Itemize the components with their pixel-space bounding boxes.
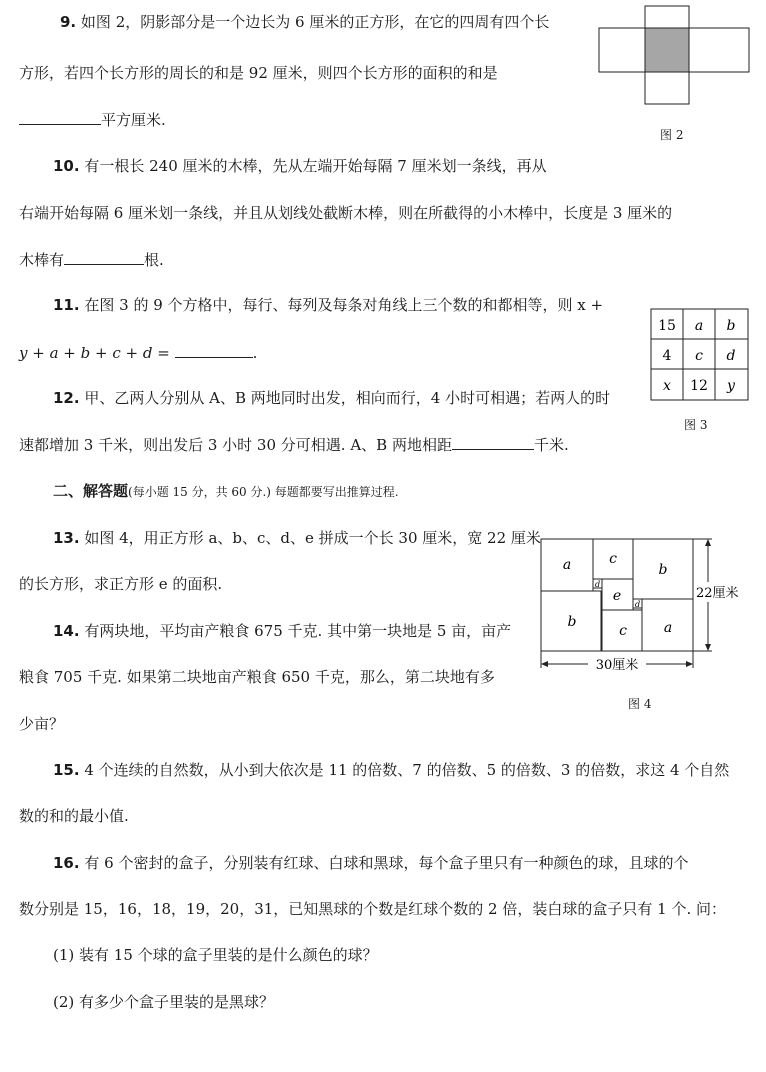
fig3-cell-r3c2: 12 (690, 378, 708, 394)
fig4-label-e: e (612, 588, 622, 604)
fig4-width-label: 30厘米 (595, 658, 639, 673)
fig3-cell-r2c3: d (726, 348, 736, 364)
q15-text-1: 4 个连续的自然数，从小到大依次是 11 的倍数、7 的倍数、5 的倍数、3 的倍数，求这 4 个自然 (84, 761, 730, 779)
q9-line1 (60, 13, 549, 31)
q9-answer-blank (19, 110, 101, 125)
figure-4 (540, 536, 756, 678)
q16-text-1: 有 6 个密封的盒子，分别装有红球、白球和黑球，每个盒子里只有一种颜色的球，且球的个 (84, 854, 689, 872)
q13-line2: 的长方形，求正方形 e 的面积. (19, 575, 223, 593)
section2-heading (53, 482, 399, 501)
fig4-label-a-top: a (562, 557, 572, 573)
q11-text-1: 在图 3 的 9 个方格中，每行、每列及每条对角线上三个数的和都相等，则 x + (84, 296, 604, 314)
q15-line1 (53, 761, 729, 779)
fig3-caption: 图 3 (684, 418, 708, 432)
q11-answer-blank (175, 343, 253, 358)
fig4-label-a-bottom: a (663, 620, 673, 636)
q9-number: 9. (60, 13, 77, 31)
fig4-label-c-bottom: c (619, 623, 627, 639)
section2-note: (每小题 15 分，共 60 分.) 每题都要写出推算过程. (128, 485, 399, 499)
q14-text-1: 有两块地，平均亩产粮食 675 千克. 其中第一块地是 5 亩，亩产 (84, 622, 512, 640)
q16-line1 (53, 854, 688, 872)
q11-line2 (19, 343, 257, 362)
q12-text-1: 甲、乙两人分别从 A、B 两地同时出发，相向而行，4 小时可相遇；若两人的时 (84, 389, 611, 407)
q15-line2: 数的和的最小值. (19, 807, 129, 825)
fig4-label-b-top: b (658, 562, 668, 578)
fig2-shaded-square (645, 28, 689, 72)
q10-line2: 右端开始每隔 6 厘米划一条线，并且从划线处截断木棒，则在所截得的小木棒中，长度是 3 厘米的 (19, 204, 673, 222)
q9-line3 (19, 110, 166, 129)
fig4-label-c-top: c (609, 551, 617, 567)
q10-line3 (19, 250, 164, 269)
section2-title: 二、解答题 (53, 482, 129, 500)
fig2-caption: 图 2 (660, 128, 684, 142)
q10-answer-blank (64, 250, 144, 265)
fig3-cell-r2c1: 4 (662, 348, 672, 364)
q14-line1 (53, 622, 511, 640)
q10-text-1: 有一根长 240 厘米的木棒，先从左端开始每隔 7 厘米划一条线，再从 (84, 157, 547, 175)
q16-subquestion-2: (2) 有多少个盒子里装的是黑球？ (53, 993, 275, 1011)
q14-line3: 少亩？ (19, 715, 65, 733)
q12-answer-blank (452, 435, 534, 450)
fig3-cell-r3c1: x (663, 378, 671, 394)
q13-line1 (53, 529, 541, 547)
fig3-cell-r1c3: b (726, 318, 736, 334)
q16-number: 16. (53, 854, 80, 872)
q11-text-2a: y + a + b + c + d = (19, 344, 170, 362)
q14-line2: 粮食 705 千克. 如果第二块地亩产粮食 650 千克，那么，第二块地有多 (19, 668, 495, 686)
q9-text-3: 平方厘米. (101, 111, 166, 129)
q10-line1 (53, 157, 547, 175)
figure-3 (650, 308, 750, 402)
q13-number: 13. (53, 529, 80, 547)
q12-line2 (19, 435, 569, 454)
q10-text-3a: 木棒有 (19, 251, 65, 269)
fig3-cell-r1c1: 15 (658, 318, 676, 334)
fig4-height-label: 22厘米 (696, 586, 739, 601)
q12-text-2b: 千米. (533, 436, 569, 454)
q16-line2: 数分别是 15，16，18，19，20，31，已知黑球的个数是红球个数的 2 倍，装白球的盒子只有 1 个. 问： (19, 900, 726, 918)
fig4-caption: 图 4 (628, 697, 652, 711)
q9-text-1: 如图 2，阴影部分是一个边长为 6 厘米的正方形，在它的四周有四个长 (80, 13, 550, 31)
fig3-cell-r2c2: c (695, 348, 703, 364)
fig4-label-d-right: d (634, 600, 641, 609)
q12-text-2a: 速都增加 3 千米，则出发后 3 小时 30 分可相遇. A、B 两地相距 (19, 436, 452, 454)
q13-text-1: 如图 4，用正方形 a、b、c、d、e 拼成一个长 30 厘米，宽 22 厘米 (84, 529, 541, 547)
q10-number: 10. (53, 157, 80, 175)
fig4-label-d-top: d (594, 580, 601, 589)
q12-number: 12. (53, 389, 80, 407)
q11-number: 11. (53, 296, 80, 314)
q10-text-3b: 根. (144, 251, 164, 269)
q14-number: 14. (53, 622, 80, 640)
q11-line1 (53, 296, 603, 314)
fig4-label-b-bottom: b (567, 614, 577, 630)
fig3-cell-r1c2: a (694, 318, 704, 334)
q15-number: 15. (53, 761, 80, 779)
figure-2 (598, 6, 750, 106)
q9-line2: 方形，若四个长方形的周长的和是 92 厘米，则四个长方形的面积的和是 (19, 64, 498, 82)
q12-line1 (53, 389, 610, 407)
q11-text-2b: . (252, 344, 258, 362)
fig3-cell-r3c3: y (727, 378, 735, 394)
q16-subquestion-1: (1) 装有 15 个球的盒子里装的是什么颜色的球？ (53, 946, 378, 964)
